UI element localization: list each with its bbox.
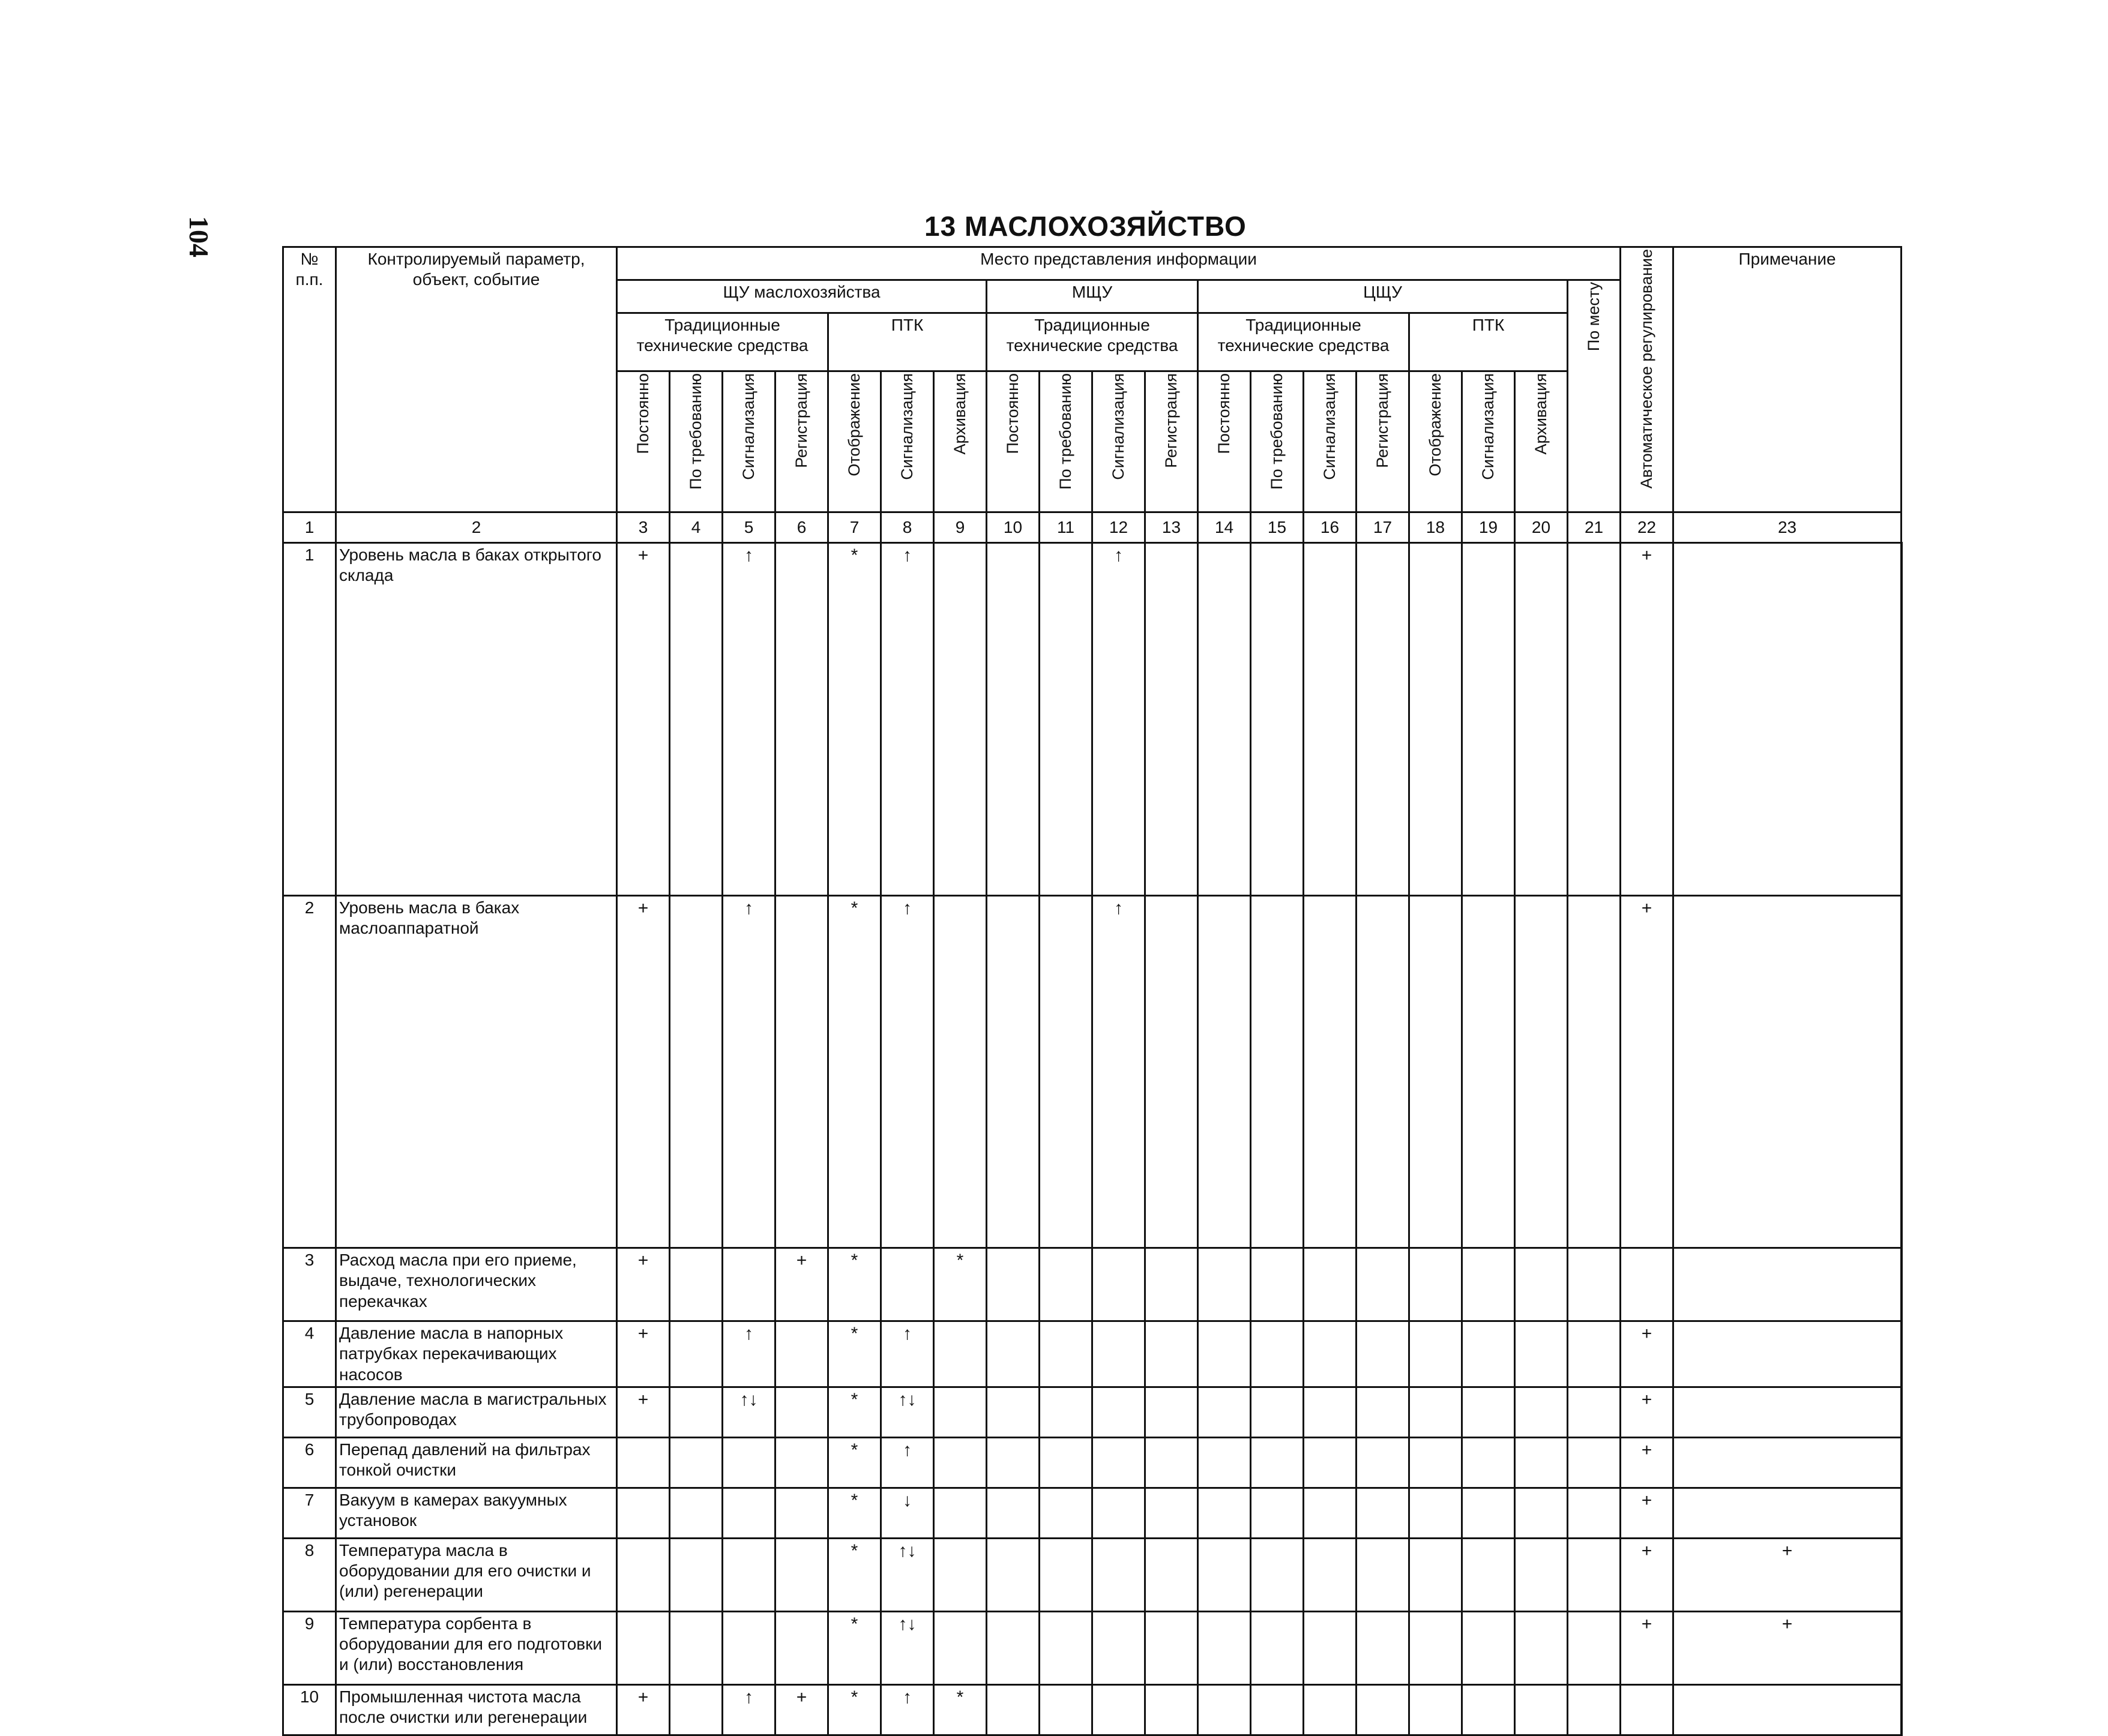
mark-cell: [1251, 895, 1304, 1248]
mark-cell: ↑↓: [881, 1538, 934, 1611]
table-row: [283, 543, 1902, 896]
mark-cell: [1409, 1611, 1462, 1684]
mark-cell: +: [1621, 1488, 1673, 1538]
column-number: 8: [881, 512, 934, 543]
column-number: 23: [1673, 512, 1902, 543]
col-header-auto-regulation: Автоматическое регулирование: [1621, 247, 1673, 512]
mark-cell: [1409, 1387, 1462, 1437]
mark-cell: [934, 1321, 987, 1387]
mark-cell: [1462, 1437, 1515, 1488]
mark-cell: +: [617, 1321, 670, 1387]
mark-cell: [1145, 895, 1198, 1248]
mark-cell: *: [828, 1684, 881, 1735]
mark-cell: ↑: [1092, 895, 1145, 1248]
mark-cell: [1515, 1538, 1568, 1611]
group-header-tsshchu: ЦЩУ: [1198, 280, 1568, 313]
column-number: 3: [617, 512, 670, 543]
table-row: [283, 1437, 1902, 1488]
parameter-name: Уровень масла в баках маслоаппаратной: [336, 895, 617, 1248]
mark-cell: +: [1621, 1538, 1673, 1611]
mark-cell: [1462, 1488, 1515, 1538]
col-header-arkhivatsiya: Архивация: [934, 371, 987, 512]
mark-cell: [1621, 1684, 1673, 1735]
mark-cell: [1357, 1684, 1409, 1735]
mark-cell: [617, 1437, 670, 1488]
mark-cell: [1251, 1387, 1304, 1437]
mark-cell: [1198, 1248, 1251, 1321]
mark-cell: ↑↓: [723, 1387, 775, 1437]
mark-cell: ↑: [881, 543, 934, 896]
mark-cell: [1568, 895, 1621, 1248]
mark-cell: [934, 895, 987, 1248]
mark-cell: [1409, 1437, 1462, 1488]
mark-cell: [987, 1321, 1040, 1387]
table-row: [283, 1387, 1902, 1437]
mark-cell: [1409, 1248, 1462, 1321]
column-number: 17: [1357, 512, 1409, 543]
col-header-otobrazhenie: Отображение: [1409, 371, 1462, 512]
col-header-po-trebovaniyu: По требованию: [1251, 371, 1304, 512]
mark-cell: [670, 1248, 723, 1321]
column-number: 9: [934, 512, 987, 543]
table-row: [283, 895, 1902, 1248]
table-row: [283, 1684, 1902, 1735]
mark-cell: [987, 1248, 1040, 1321]
parameter-name: Уровень масла в баках открытого склада: [336, 543, 617, 896]
mark-cell: *: [828, 1538, 881, 1611]
col-header-registratsiya: Регистрация: [1357, 371, 1409, 512]
mark-cell: [1357, 1488, 1409, 1538]
mark-cell: [1673, 1321, 1902, 1387]
column-number: 7: [828, 512, 881, 543]
col-header-po-mestu: По месту: [1568, 280, 1621, 512]
mark-cell: ↑: [1092, 543, 1145, 896]
mark-cell: [1198, 1321, 1251, 1387]
mark-cell: [670, 1387, 723, 1437]
column-number: 6: [775, 512, 828, 543]
mark-cell: [1198, 1488, 1251, 1538]
mark-cell: +: [1621, 1611, 1673, 1684]
mark-cell: [1357, 1437, 1409, 1488]
column-number: 16: [1304, 512, 1357, 543]
mark-cell: [1251, 1488, 1304, 1538]
mark-cell: [1568, 1611, 1621, 1684]
col-header-signalizatsiya: Сигнализация: [723, 371, 775, 512]
mark-cell: [1304, 1611, 1357, 1684]
mark-cell: [670, 1321, 723, 1387]
mark-cell: [1462, 895, 1515, 1248]
mark-cell: [1251, 1611, 1304, 1684]
mark-cell: [1462, 1538, 1515, 1611]
row-number: 3: [283, 1248, 336, 1321]
mark-cell: +: [1621, 895, 1673, 1248]
mark-cell: [1040, 1387, 1092, 1437]
mark-cell: [987, 1611, 1040, 1684]
mark-cell: ↑: [723, 895, 775, 1248]
mark-cell: [1462, 1248, 1515, 1321]
mark-cell: *: [934, 1248, 987, 1321]
col-header-signalizatsiya: Сигнализация: [881, 371, 934, 512]
mark-cell: [1304, 543, 1357, 896]
parameter-name: Температура сорбента в оборудовании для его подготовки и (или) восстановления: [336, 1611, 617, 1684]
mark-cell: [1304, 1684, 1357, 1735]
column-number: 2: [336, 512, 617, 543]
mark-cell: [1357, 1387, 1409, 1437]
mark-cell: [1145, 1488, 1198, 1538]
row-number: 9: [283, 1611, 336, 1684]
mark-cell: [775, 1321, 828, 1387]
mark-cell: [1462, 543, 1515, 896]
mark-cell: *: [934, 1684, 987, 1735]
mark-cell: [617, 1611, 670, 1684]
table-row: [283, 1488, 1902, 1538]
mark-cell: [1515, 1248, 1568, 1321]
col-header-postoyanno: Постоянно: [617, 371, 670, 512]
mark-cell: [1040, 1321, 1092, 1387]
mark-cell: [1409, 543, 1462, 896]
mark-cell: [1198, 895, 1251, 1248]
mark-cell: [934, 543, 987, 896]
mark-cell: [1409, 1321, 1462, 1387]
mark-cell: [723, 1437, 775, 1488]
parameter-name: Давление масла в магистральных трубопроводах: [336, 1387, 617, 1437]
mark-cell: [775, 1538, 828, 1611]
mark-cell: *: [828, 1437, 881, 1488]
mark-cell: ↑: [723, 543, 775, 896]
column-number: 10: [987, 512, 1040, 543]
mark-cell: [1462, 1321, 1515, 1387]
mark-cell: +: [617, 895, 670, 1248]
mark-cell: [723, 1538, 775, 1611]
row-number: 5: [283, 1387, 336, 1437]
mark-cell: [1409, 1538, 1462, 1611]
mark-cell: [670, 543, 723, 896]
parameters-table: [282, 246, 1903, 1736]
parameter-name: Перепад давлений на фильтрах тонкой очистки: [336, 1437, 617, 1488]
mark-cell: [1409, 1488, 1462, 1538]
mark-cell: [1357, 895, 1409, 1248]
mark-cell: [1040, 1538, 1092, 1611]
mark-cell: [987, 1387, 1040, 1437]
column-number: 22: [1621, 512, 1673, 543]
mark-cell: [987, 543, 1040, 896]
mark-cell: *: [828, 1488, 881, 1538]
mark-cell: [1568, 1488, 1621, 1538]
mark-cell: [775, 1437, 828, 1488]
mark-cell: [1092, 1611, 1145, 1684]
mark-cell: +: [1673, 1538, 1902, 1611]
mark-cell: [1040, 1248, 1092, 1321]
mark-cell: [987, 1684, 1040, 1735]
mark-cell: [1304, 1488, 1357, 1538]
col-header-registratsiya: Регистрация: [775, 371, 828, 512]
mark-cell: [1621, 1248, 1673, 1321]
mark-cell: [1568, 1437, 1621, 1488]
mark-cell: [1198, 1437, 1251, 1488]
mark-cell: ↑: [723, 1684, 775, 1735]
mark-cell: [775, 1387, 828, 1437]
mark-cell: [670, 1538, 723, 1611]
col-header-po-trebovaniyu: По требованию: [1040, 371, 1092, 512]
row-number: 6: [283, 1437, 336, 1488]
mark-cell: [1145, 1684, 1198, 1735]
mark-cell: [1357, 1538, 1409, 1611]
mark-cell: +: [617, 1248, 670, 1321]
mark-cell: [1251, 543, 1304, 896]
mark-cell: [1409, 1684, 1462, 1735]
mark-cell: [1198, 543, 1251, 896]
mark-cell: [1515, 1611, 1568, 1684]
page-number: 104: [184, 216, 214, 257]
mark-cell: [1040, 1684, 1092, 1735]
mark-cell: [723, 1611, 775, 1684]
mark-cell: [670, 1488, 723, 1538]
mark-cell: [1673, 1387, 1902, 1437]
mark-cell: [1304, 1321, 1357, 1387]
mark-cell: [775, 543, 828, 896]
mark-cell: [1515, 543, 1568, 896]
column-number: 4: [670, 512, 723, 543]
row-number: 1: [283, 543, 336, 896]
mark-cell: [1673, 543, 1902, 896]
col-header-arkhivatsiya: Архивация: [1515, 371, 1568, 512]
group-header-mshchu: МЩУ: [987, 280, 1198, 313]
mark-cell: [1568, 1321, 1621, 1387]
mark-cell: [1092, 1387, 1145, 1437]
mark-cell: [1251, 1321, 1304, 1387]
mark-cell: [934, 1437, 987, 1488]
row-number: 8: [283, 1538, 336, 1611]
mark-cell: [775, 1488, 828, 1538]
row-number: 2: [283, 895, 336, 1248]
table-row: [283, 1538, 1902, 1611]
page-title: 13 МАСЛОХОЗЯЙСТВО: [924, 211, 1247, 242]
mark-cell: *: [828, 1248, 881, 1321]
col-header-signalizatsiya: Сигнализация: [1092, 371, 1145, 512]
mark-cell: [987, 1488, 1040, 1538]
mark-cell: +: [1621, 1387, 1673, 1437]
mark-cell: [1304, 1387, 1357, 1437]
mark-cell: [1462, 1387, 1515, 1437]
mark-cell: [775, 895, 828, 1248]
mark-cell: [1040, 543, 1092, 896]
column-number: 11: [1040, 512, 1092, 543]
mark-cell: ↓: [881, 1488, 934, 1538]
mark-cell: [1145, 1538, 1198, 1611]
mark-cell: [1145, 1321, 1198, 1387]
col-header-signalizatsiya: Сигнализация: [1462, 371, 1515, 512]
parameter-name: Вакуум в камерах вакуумных установок: [336, 1488, 617, 1538]
mark-cell: +: [1621, 1437, 1673, 1488]
mark-cell: [670, 1437, 723, 1488]
parameter-name: Температура масла в оборудовании для его очистки и (или) регенерации: [336, 1538, 617, 1611]
table-row: [283, 1321, 1902, 1387]
mark-cell: ↑: [881, 1684, 934, 1735]
mark-cell: [1092, 1684, 1145, 1735]
mark-cell: [1462, 1611, 1515, 1684]
mark-cell: [1145, 1611, 1198, 1684]
mark-cell: *: [828, 1321, 881, 1387]
mark-cell: [1304, 895, 1357, 1248]
col-header-postoyanno: Постоянно: [987, 371, 1040, 512]
mark-cell: [1251, 1248, 1304, 1321]
mark-cell: [1251, 1437, 1304, 1488]
mark-cell: [1673, 1488, 1902, 1538]
col-header-param: Контролируемый параметр, объект, событие: [336, 247, 617, 512]
mark-cell: [1568, 1248, 1621, 1321]
mark-cell: [1304, 1437, 1357, 1488]
col-header-note: Примечание: [1673, 247, 1902, 512]
mark-cell: [1673, 1684, 1902, 1735]
mark-cell: [1198, 1611, 1251, 1684]
mark-cell: ↑: [723, 1321, 775, 1387]
mark-cell: [1515, 1488, 1568, 1538]
mark-cell: [934, 1387, 987, 1437]
row-number: 7: [283, 1488, 336, 1538]
subgroup-header-trad-1: Традиционные технические средства: [617, 313, 828, 371]
mark-cell: [1145, 1248, 1198, 1321]
mark-cell: [1568, 1538, 1621, 1611]
column-number: 12: [1092, 512, 1145, 543]
row-number: 4: [283, 1321, 336, 1387]
mark-cell: [987, 1437, 1040, 1488]
mark-cell: [1198, 1684, 1251, 1735]
mark-cell: [1040, 1488, 1092, 1538]
mark-cell: [1092, 1538, 1145, 1611]
mark-cell: +: [1621, 543, 1673, 896]
subgroup-header-ptk-1: ПТК: [828, 313, 987, 371]
mark-cell: [617, 1538, 670, 1611]
column-number: 5: [723, 512, 775, 543]
parameter-name: Давление масла в напорных патрубках перекачивающих насосов: [336, 1321, 617, 1387]
mark-cell: *: [828, 1611, 881, 1684]
mark-cell: [775, 1611, 828, 1684]
column-number-row: [283, 512, 1902, 543]
mark-cell: *: [828, 543, 881, 896]
mark-cell: [1673, 895, 1902, 1248]
parameter-name: Расход масла при его приеме, выдаче, технологических перекачках: [336, 1248, 617, 1321]
mark-cell: [1092, 1321, 1145, 1387]
subgroup-header-trad-2: Традиционные технические средства: [987, 313, 1198, 371]
mark-cell: [1304, 1538, 1357, 1611]
col-header-place: Место представления информации: [617, 247, 1621, 280]
column-number: 18: [1409, 512, 1462, 543]
mark-cell: [1040, 1437, 1092, 1488]
col-header-otobrazhenie: Отображение: [828, 371, 881, 512]
mark-cell: [934, 1488, 987, 1538]
mark-cell: [987, 895, 1040, 1248]
row-number: 10: [283, 1684, 336, 1735]
mark-cell: [1515, 1684, 1568, 1735]
table-row: [283, 1248, 1902, 1321]
column-number: 20: [1515, 512, 1568, 543]
mark-cell: [1462, 1684, 1515, 1735]
mark-cell: [1145, 543, 1198, 896]
subgroup-header-ptk-2: ПТК: [1409, 313, 1568, 371]
mark-cell: [670, 1611, 723, 1684]
mark-cell: [1515, 1321, 1568, 1387]
mark-cell: +: [617, 1684, 670, 1735]
col-header-signalizatsiya: Сигнализация: [1304, 371, 1357, 512]
mark-cell: [1568, 1684, 1621, 1735]
mark-cell: +: [1673, 1611, 1902, 1684]
mark-cell: [1251, 1538, 1304, 1611]
mark-cell: [1145, 1387, 1198, 1437]
column-number: 15: [1251, 512, 1304, 543]
group-header-shchu: ЩУ маслохозяйства: [617, 280, 987, 313]
column-number: 19: [1462, 512, 1515, 543]
subgroup-header-trad-3: Традиционные технические средства: [1198, 313, 1409, 371]
col-header-registratsiya: Регистрация: [1145, 371, 1198, 512]
mark-cell: +: [775, 1684, 828, 1735]
mark-cell: ↑↓: [881, 1611, 934, 1684]
mark-cell: +: [617, 543, 670, 896]
mark-cell: [881, 1248, 934, 1321]
col-header-po-trebovaniyu: По требованию: [670, 371, 723, 512]
mark-cell: ↑↓: [881, 1387, 934, 1437]
mark-cell: [1568, 543, 1621, 896]
mark-cell: [1198, 1538, 1251, 1611]
mark-cell: [1251, 1684, 1304, 1735]
mark-cell: [1092, 1248, 1145, 1321]
mark-cell: [1515, 1387, 1568, 1437]
table-row: [283, 1611, 1902, 1684]
mark-cell: [1515, 1437, 1568, 1488]
mark-cell: [1092, 1437, 1145, 1488]
mark-cell: [1198, 1387, 1251, 1437]
mark-cell: ↑: [881, 895, 934, 1248]
mark-cell: [1092, 1488, 1145, 1538]
mark-cell: [723, 1488, 775, 1538]
column-number: 1: [283, 512, 336, 543]
mark-cell: [934, 1538, 987, 1611]
mark-cell: [987, 1538, 1040, 1611]
mark-cell: +: [617, 1387, 670, 1437]
mark-cell: ↑: [881, 1437, 934, 1488]
mark-cell: [1673, 1437, 1902, 1488]
mark-cell: [1040, 1611, 1092, 1684]
col-header-postoyanno: Постоянно: [1198, 371, 1251, 512]
mark-cell: [934, 1611, 987, 1684]
mark-cell: +: [1621, 1321, 1673, 1387]
mark-cell: [1568, 1387, 1621, 1437]
mark-cell: [1357, 1321, 1409, 1387]
mark-cell: [1357, 1248, 1409, 1321]
column-number: 13: [1145, 512, 1198, 543]
mark-cell: ↑: [881, 1321, 934, 1387]
column-number: 14: [1198, 512, 1251, 543]
mark-cell: [670, 1684, 723, 1735]
mark-cell: [1145, 1437, 1198, 1488]
mark-cell: [617, 1488, 670, 1538]
mark-cell: [1357, 543, 1409, 896]
mark-cell: +: [775, 1248, 828, 1321]
column-number: 21: [1568, 512, 1621, 543]
mark-cell: [1304, 1248, 1357, 1321]
mark-cell: [1515, 895, 1568, 1248]
parameter-name: Промышленная чистота масла после очистки или регенерации: [336, 1684, 617, 1735]
mark-cell: [1409, 895, 1462, 1248]
mark-cell: *: [828, 1387, 881, 1437]
mark-cell: [670, 895, 723, 1248]
mark-cell: *: [828, 895, 881, 1248]
mark-cell: [1357, 1611, 1409, 1684]
mark-cell: [1040, 895, 1092, 1248]
col-header-number: № п.п.: [283, 247, 336, 512]
mark-cell: [1673, 1248, 1902, 1321]
mark-cell: [723, 1248, 775, 1321]
